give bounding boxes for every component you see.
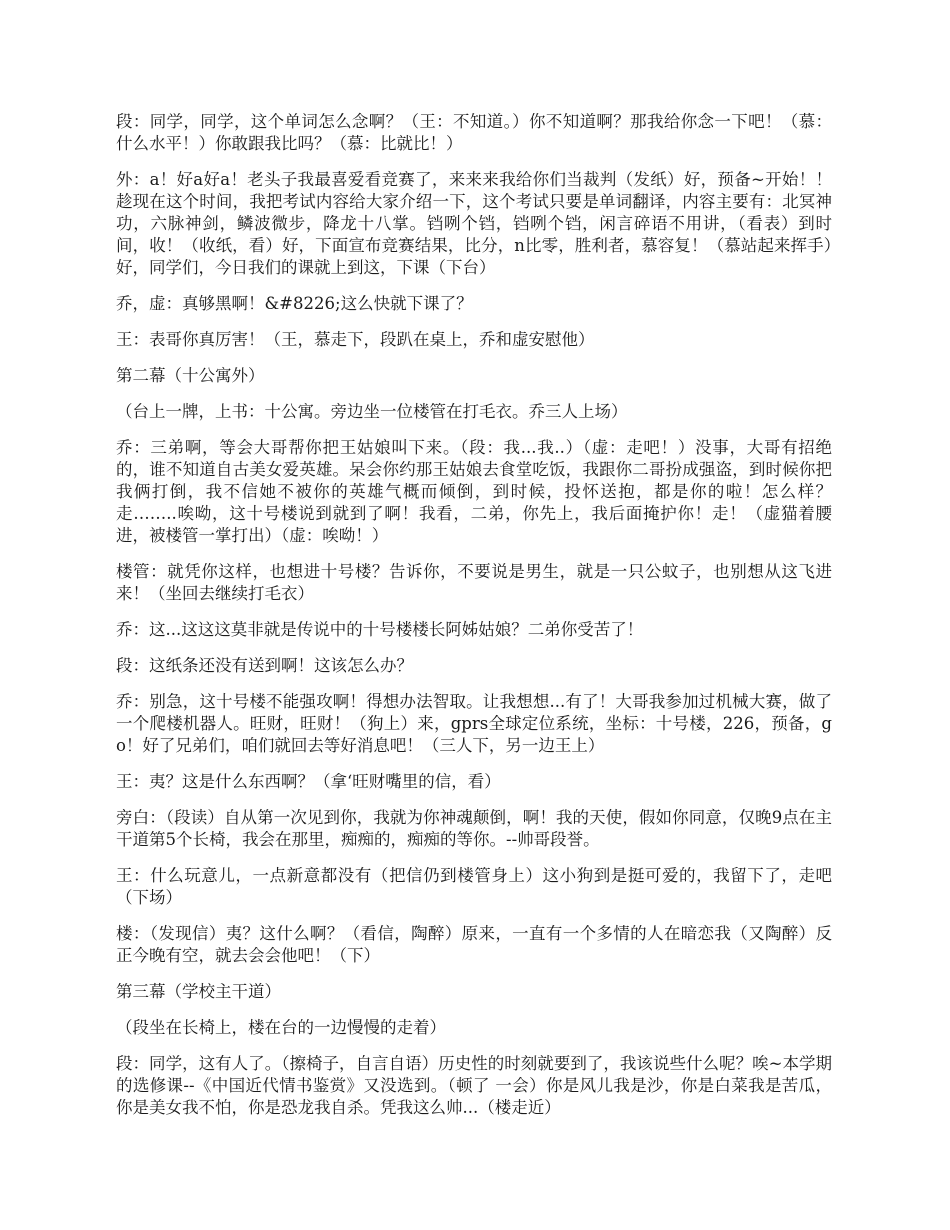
scene-heading-act-three: 第三幕（学校主干道）: [116, 982, 281, 1001]
paragraph-dialogue-wang-praise: 王：表哥你真厉害！（王，慕走下，段趴在桌上，乔和虚安慰他）: [116, 330, 595, 349]
paragraph-dialogue-wang-dog: 王：什么玩意儿，一点新意都没有（把信仍到楼管身上）这小狗到是挺可爱的，我留下了，走吧（下场）: [116, 866, 832, 907]
paragraph-narration-letter: 旁白：（段读）自从第一次见到你，我就为你神魂颠倒，啊！我的天使，假如你同意，仅晚9点在主干道第5个长椅，我会在那里，痴痴的，痴痴的等你。--帅哥段誉。: [116, 808, 832, 849]
paragraph-dialogue-qiao-xu: 乔，虚：真够黑啊！&#8226;这么快就下课了？: [116, 294, 473, 313]
paragraph-dialogue-referee: 外：a！好a好a！老头子我最喜爱看竞赛了，来来来我给你们当裁判（发纸）好，预备~开始！！趁现在这个时间，我把考试内容给大家介绍一下，这个考试只要是单词翻译，内容主要有：北冥神功，六脉神剑，鳞波微步，降龙十八掌。铛咧个铛，铛咧个铛，闲言碎语不用讲，（看表）到时间，收！（收纸，看）好，下面宣布竞赛结果，比分，n比零，胜利者，慕容复！（慕站起来挥手）好，同学们，今日我们的课就上到这，下课（下台）: [116, 170, 832, 277]
paragraph-dialogue-dorm-manager-letter: 楼：（发现信）夷？这什么啊？（看信，陶醉）原来，一直有一个多情的人在暗恋我（又陶醉）反正今晚有空，就去会会他吧！（下）: [116, 924, 832, 965]
paragraph-dialogue-duan-word: 段：同学，同学，这个单词怎么念啊？（王：不知道。）你不知道啊？那我给你念一下吧！（慕：什么水平！）你敢跟我比吗？（慕：比就比！）: [116, 112, 832, 153]
document-page: [116, 111, 832, 1133]
stage-direction-act-three: （段坐在长椅上，楼在台的一边慢慢的走着）: [116, 1018, 446, 1037]
stage-direction-act-two: （台上一牌，上书：十公寓。旁边坐一位楼管在打毛衣。乔三人上场）: [116, 402, 628, 421]
paragraph-dialogue-qiao-plan: 乔：三弟啊，等会大哥帮你把王姑娘叫下来。（段：我...我..）（虚：走吧！）没事，大哥有招绝的，谁不知道自古美女爱英雄。呆会你约那王姑娘去食堂吃饭，我跟你二哥扮成强盗，到时候你把我俩打倒，我不信她不被你的英雄气概而倾倒，到时候，投怀送抱，都是你的啦！怎么样？走……..唉呦，这十号楼说到就到了啊！我看，二弟，你先上，我后面掩护你！走！（虚猫着腰进，被楼管一掌打出）（虚：唉呦！）: [116, 438, 832, 545]
paragraph-dialogue-duan-note: 段：这纸条还没有送到啊！这该怎么办？: [116, 656, 413, 675]
scene-heading-act-two: 第二幕（十公寓外）: [116, 366, 265, 385]
paragraph-dialogue-duan-bench: 段：同学，这有人了。（擦椅子，自言自语）历史性的时刻就要到了，我该说些什么呢？唉~本学期的选修课--《中国近代情书鉴赏》又没选到。（顿了 一会）你是风儿我是沙，你是白菜我是苦瓜，你是美女我不怕，你是恐龙我自杀。凭我这么帅...（楼走近）: [116, 1054, 832, 1117]
paragraph-dialogue-qiao-robot: 乔：别急，这十号楼不能强攻啊！得想办法智取。让我想想...有了！大哥我参加过机械大赛，做了一个爬楼机器人。旺财，旺财！（狗上）来，gprs全球定位系统，坐标：十号楼，226，预备，go！好了兄弟们，咱们就回去等好消息吧！（三人下，另一边王上）: [116, 692, 832, 755]
paragraph-dialogue-dorm-manager: 楼管：就凭你这样，也想进十号楼？告诉你，不要说是男生，就是一只公蚊子，也别想从这飞进来！（坐回去继续打毛衣）: [116, 562, 832, 603]
paragraph-dialogue-wang-letter: 王：夷？这是什么东西啊？（拿‘旺财嘴里的信，看）: [116, 772, 501, 791]
paragraph-dialogue-qiao-shock: 乔：这...这这这莫非就是传说中的十号楼楼长阿姊姑娘？二弟你受苦了！: [116, 620, 644, 639]
